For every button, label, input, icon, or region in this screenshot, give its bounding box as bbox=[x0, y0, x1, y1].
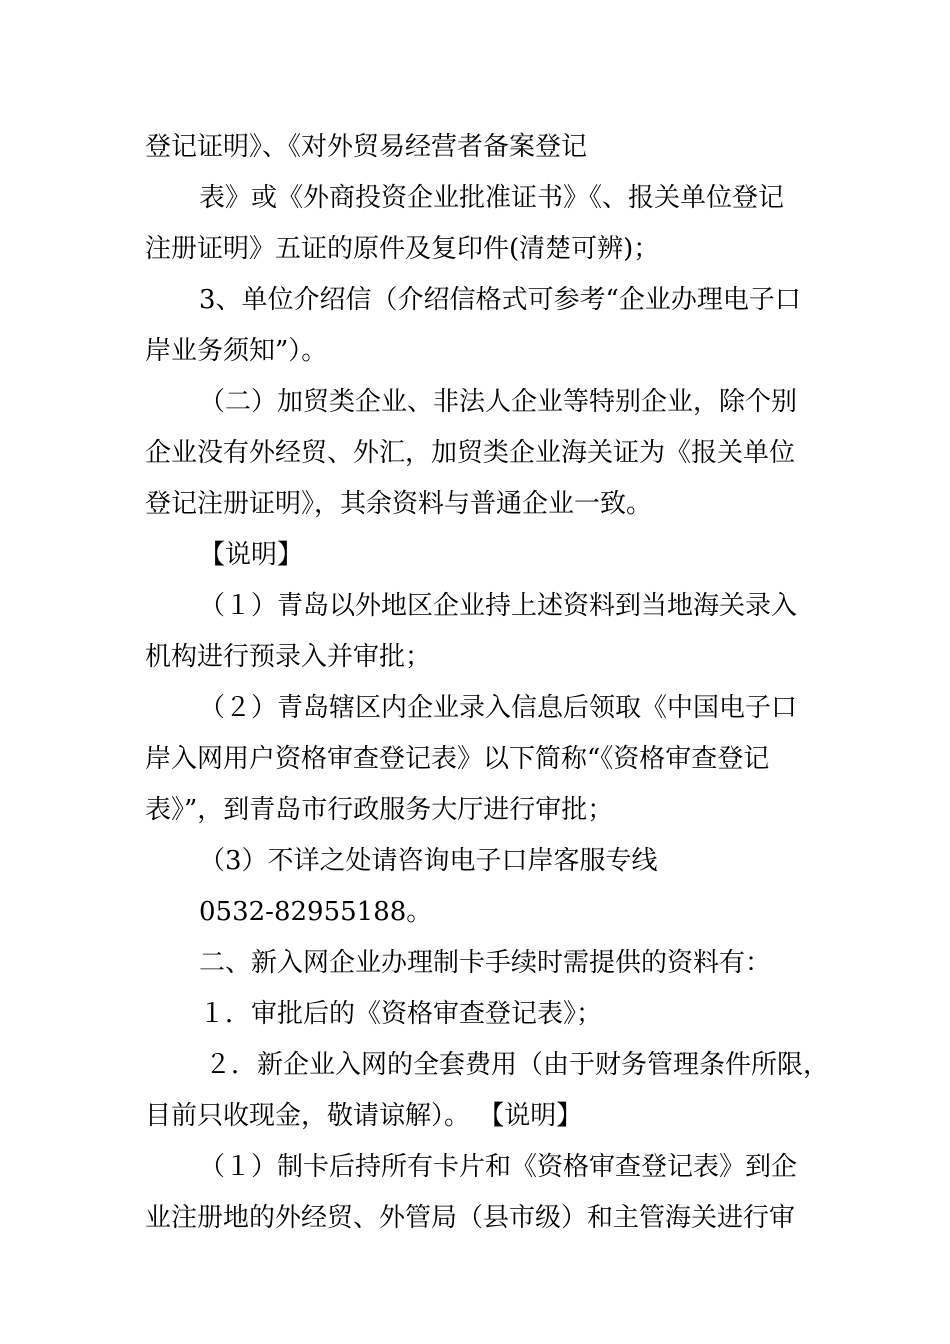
phone-number: 0532-82955188。 bbox=[199, 897, 433, 927]
text-line: 登记注册证明》，其余资料与普通企业一致。 bbox=[145, 489, 653, 519]
text-line: 表》或《外商投资企业批准证书》《、报关单位登记 bbox=[199, 183, 785, 213]
text-line: ２．新企业入网的全套费用（由于财务管理条件所限， bbox=[205, 1050, 830, 1080]
text-line: 3、单位介绍信（介绍信格式可参考“企业办理电子口 bbox=[199, 285, 801, 315]
text-line: 岸入网用户资格审查登记表》以下简称“《资格审查登记 bbox=[145, 744, 770, 774]
document-body bbox=[145, 127, 830, 1249]
text-line: （二）加贸类企业、非法人企业等特别企业，除个别 bbox=[199, 387, 798, 417]
text-line: 岸业务须知”）。 bbox=[145, 336, 328, 366]
text-line: 目前只收现金，敬请谅解）。 【说明】 bbox=[145, 1101, 583, 1131]
text-line: （２）青岛辖区内企业录入信息后领取《中国电子口 bbox=[199, 693, 798, 723]
text-line: 登记证明》、《对外贸易经营者备案登记 bbox=[145, 132, 588, 162]
text-line: 注册证明》五证的原件及复印件(清楚可辨)； bbox=[145, 234, 660, 264]
section-heading: 【说明】 bbox=[199, 540, 304, 570]
text-line: （１）制卡后持所有卡片和《资格审查登记表》到企 bbox=[199, 1152, 798, 1182]
text-line: 机构进行预录入并审批； bbox=[145, 642, 432, 672]
text-line: （１）青岛以外地区企业持上述资料到当地海关录入 bbox=[199, 591, 798, 621]
text-line: （3）不详之处请咨询电子口岸客服专线 bbox=[199, 846, 658, 876]
text-line: 业注册地的外经贸、外管局（县市级）和主管海关进行审 bbox=[145, 1203, 796, 1233]
text-line: 表》”，到青岛市行政服务大厅进行审批； bbox=[145, 795, 614, 825]
text-line: 二、新入网企业办理制卡手续时需提供的资料有： bbox=[199, 948, 772, 978]
text-line: 企业没有外经贸、外汇，加贸类企业海关证为《报关单位 bbox=[145, 438, 796, 468]
text-line: １．审批后的《资格审查登记表》； bbox=[199, 999, 603, 1029]
